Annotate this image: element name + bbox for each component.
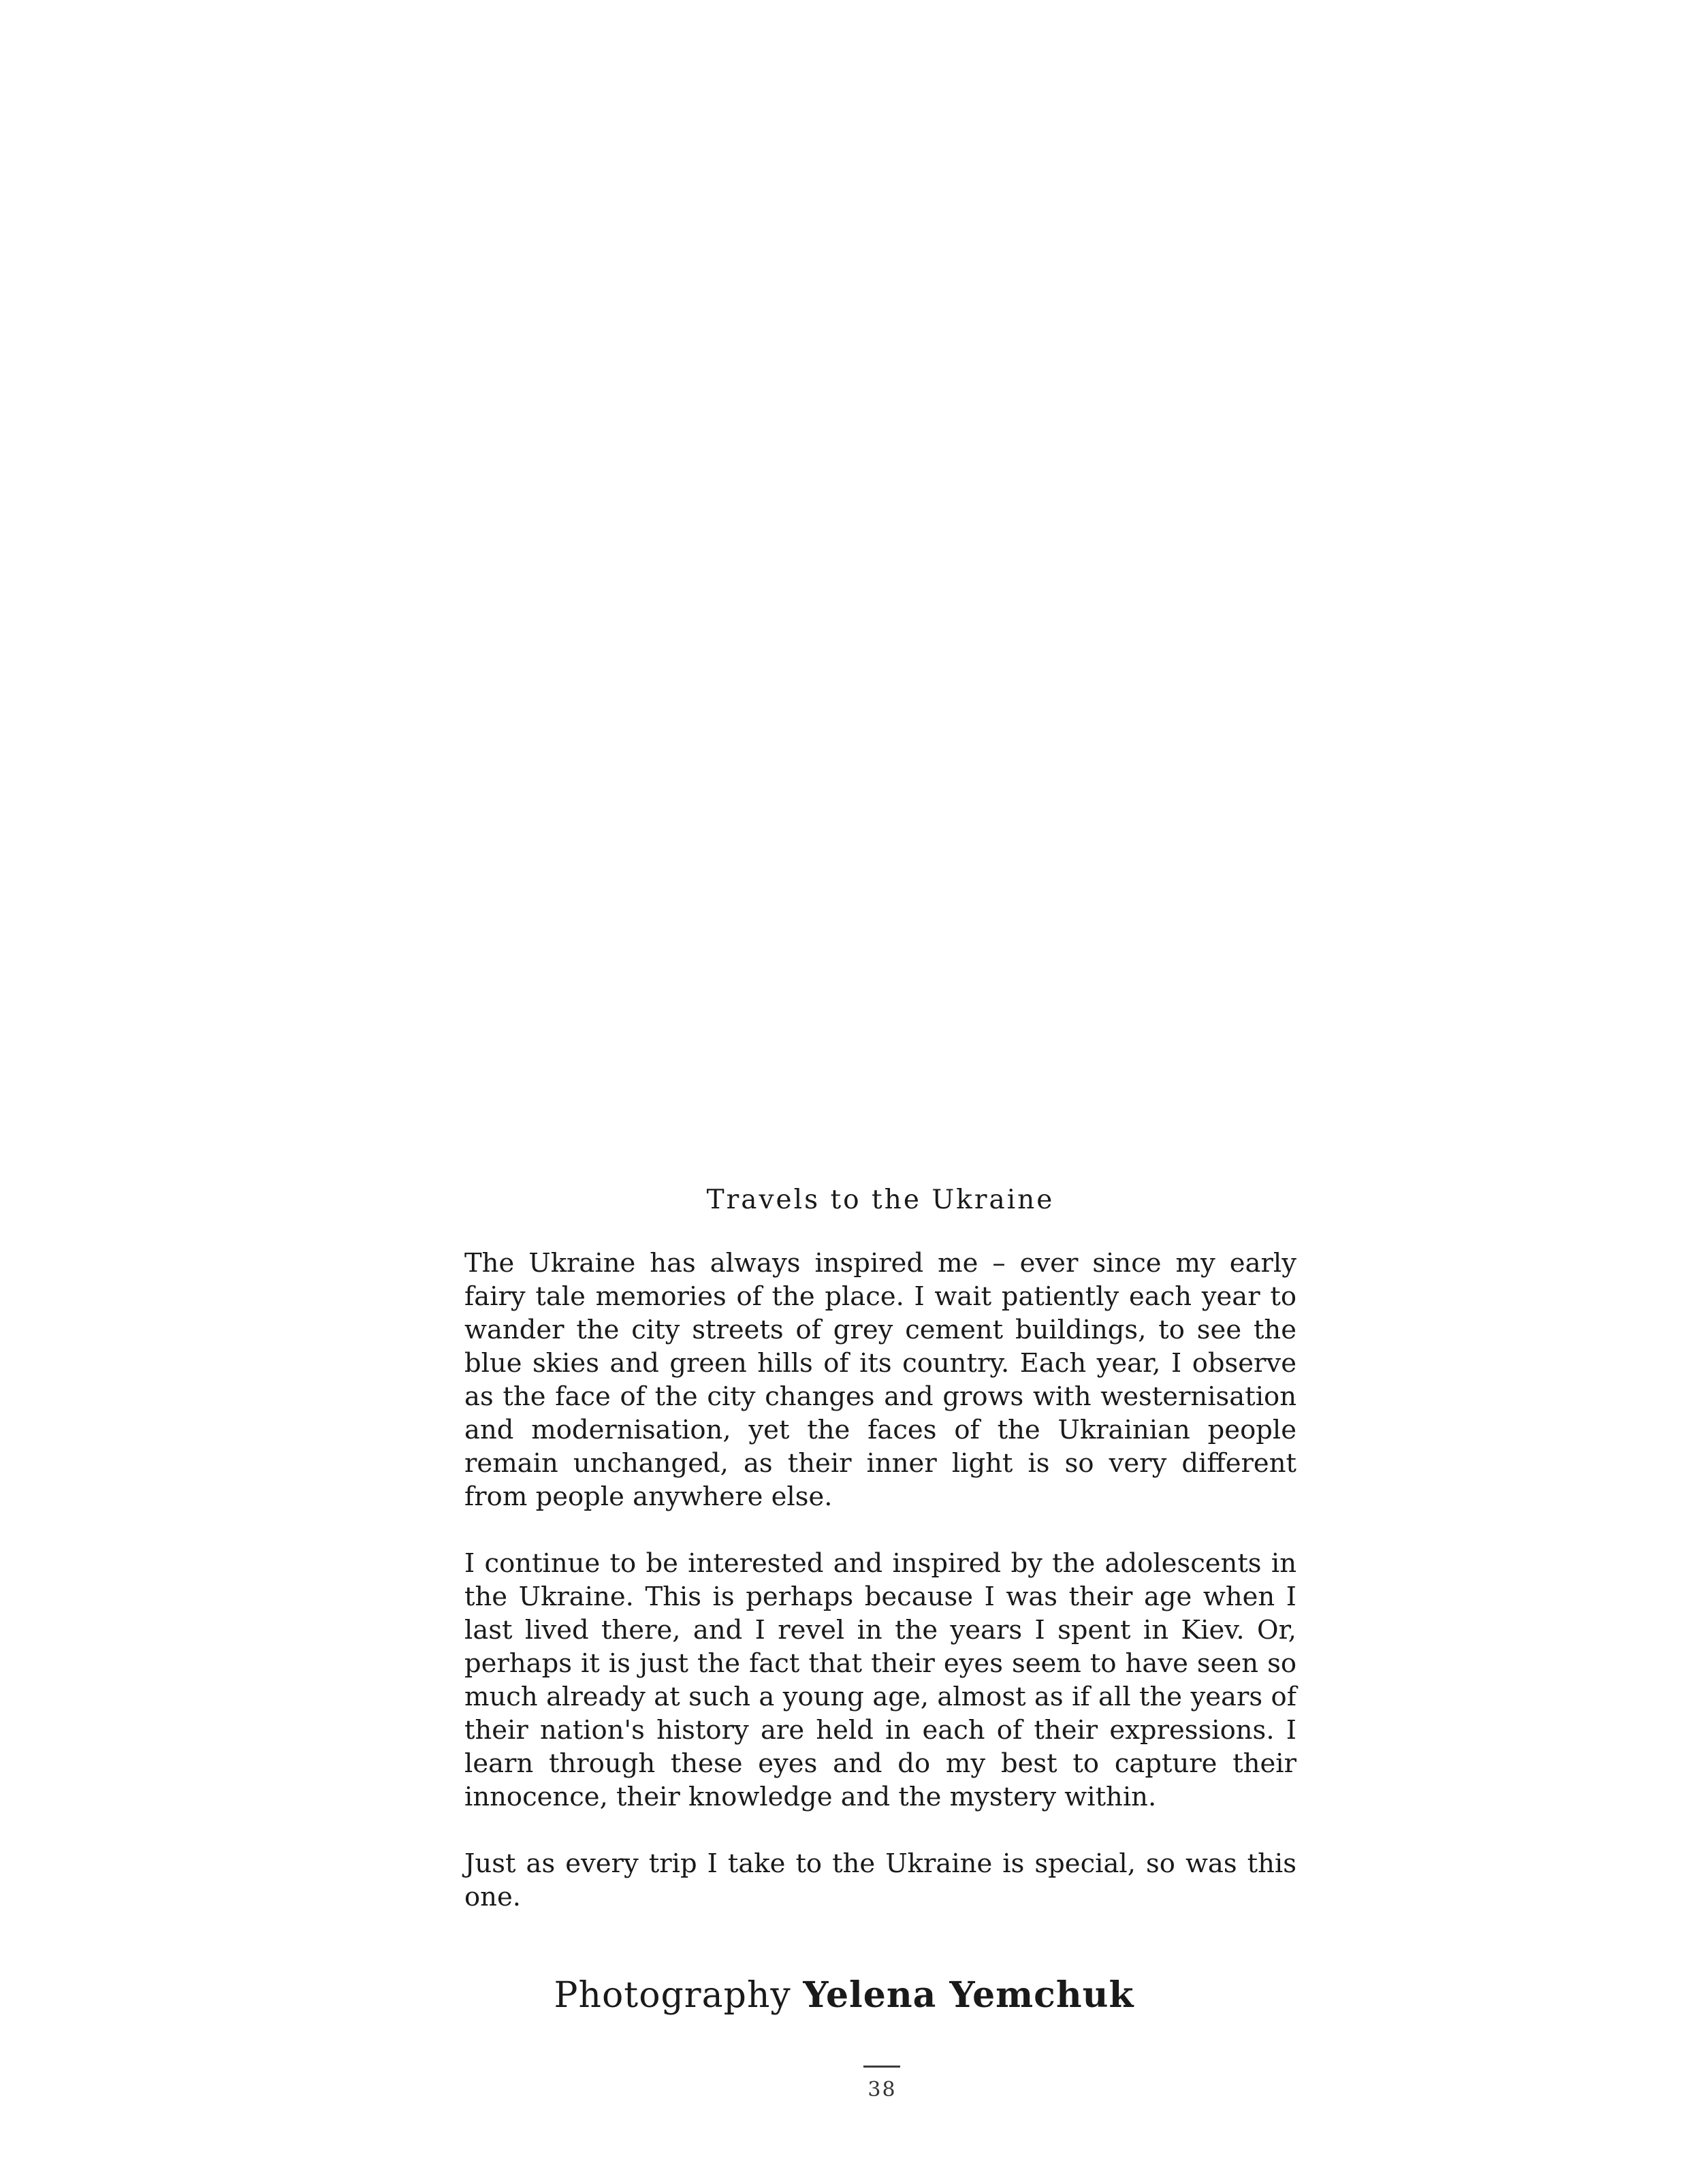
page-number: 38	[867, 2078, 897, 2102]
credit-name: Yelena Yemchuk	[803, 1974, 1134, 2016]
article-paragraph-1: The Ukraine has always inspired me – ever since my early fairy tale memories of the place. I wait patiently each year to wander the city streets of grey cement buildings, to see the blue skies and green hills of its country. Each year, I observe as the face of the city changes and grows with westernisation and modernisation, yet the faces of the Ukrainian people remain unchanged, as their inner light is so very different from people anywhere else.	[464, 1248, 1296, 1512]
page-number-rule	[863, 2066, 900, 2068]
article-paragraph-2: I continue to be interested and inspired by the adolescents in the Ukraine. This is perhaps because I was their age when I last lived there, and I revel in the years I spent in Kiev. Or, perhaps it is just the fact that their eyes seem to have seen so much already at such a young age, almost as if all the years of their nation's history are held in each of their expressions. I learn through these eyes and do my best to capture their innocence, their knowledge and the mystery within.	[464, 1548, 1296, 1812]
credit-label: Photography	[554, 1975, 791, 2016]
article-title: Travels to the Ukraine	[706, 1185, 1055, 1215]
article-paragraph-3: Just as every trip I take to the Ukraine is special, so was this one.	[464, 1848, 1296, 1912]
article	[464, 1185, 1296, 1947]
photography-credit	[0, 1974, 1688, 2016]
